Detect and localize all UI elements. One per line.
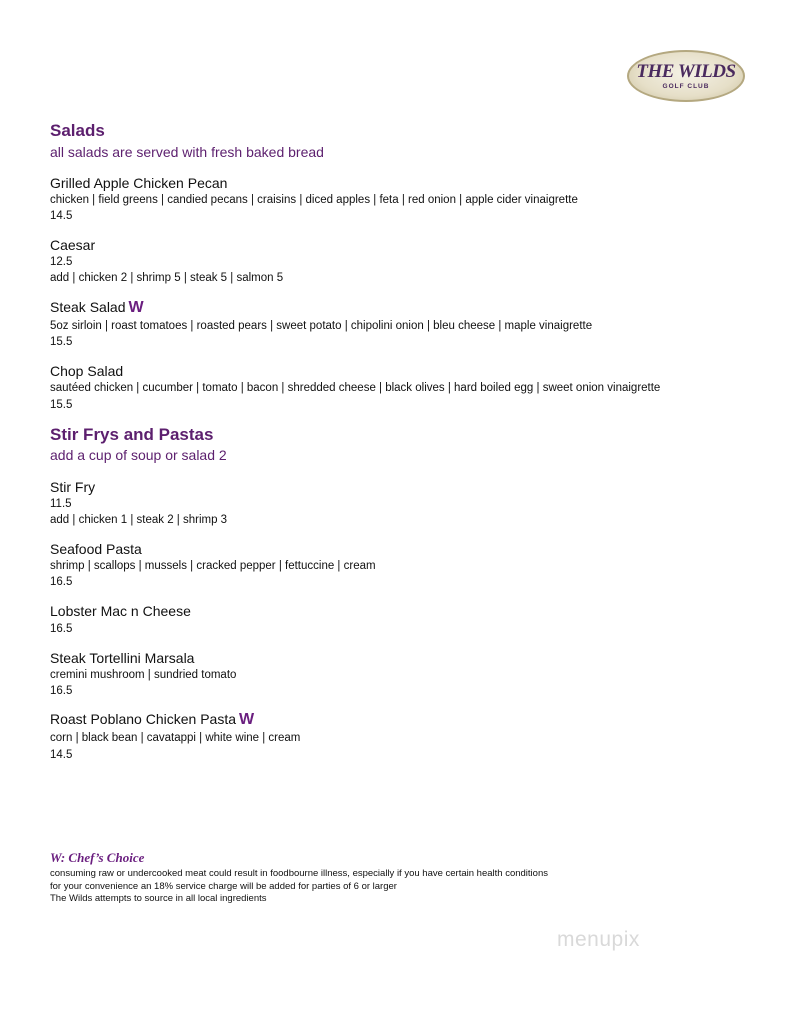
menu-item-price: 16.5 xyxy=(50,685,73,697)
menu-item-name: Steak Tortellini Marsala xyxy=(50,650,195,666)
menu-item-description: shrimp | scallops | mussels | cracked pepper | fettuccine | cream xyxy=(50,560,376,572)
menu-item-name: Chop Salad xyxy=(50,363,124,379)
menu-item-name: Stir Fry xyxy=(50,479,96,495)
chef-choice-mark: W xyxy=(239,711,255,728)
footnote-service-charge: for your convenience an 18% service charge will be added for parties of 6 or larger xyxy=(50,881,397,892)
section-title-pastas: Stir Frys and Pastas xyxy=(50,425,214,444)
menu-item-name: Caesar xyxy=(50,237,96,253)
menu-item-description: 5oz sirloin | roast tomatoes | roasted pears | sweet potato | chipolini onion | bleu cheese | maple vinaigrette xyxy=(50,320,593,332)
menu-item-name: Lobster Mac n Cheese xyxy=(50,603,191,619)
menu-item-description: sautéed chicken | cucumber | tomato | bacon | shredded cheese | black olives | hard boiled egg | sweet onion vinaigrette xyxy=(50,382,661,394)
footnote-health-warning: consuming raw or undercooked meat could result in foodbourne illness, especially if you have certain health conditions xyxy=(50,868,548,879)
menu-item-price: 14.5 xyxy=(50,749,73,761)
menu-item-price: 11.5 xyxy=(50,498,72,510)
menu-item-name: Roast Poblano Chicken Pasta xyxy=(50,711,236,727)
menupix-watermark: menupix xyxy=(557,928,640,951)
menu-item-name: Steak Salad xyxy=(50,299,126,315)
menu-item-steak-salad xyxy=(50,299,144,317)
section-subtitle-salads: all salads are served with fresh baked bread xyxy=(50,144,324,160)
menu-item-description: cremini mushroom | sundried tomato xyxy=(50,669,237,681)
section-subtitle-pastas: add a cup of soup or salad 2 xyxy=(50,447,227,463)
footnote-local-ingredients: The Wilds attempts to source in all local ingredients xyxy=(50,893,267,904)
menu-item-description: add | chicken 1 | steak 2 | shrimp 3 xyxy=(50,514,228,526)
the-wilds-logo xyxy=(627,50,745,102)
menu-item-price: 15.5 xyxy=(50,336,73,348)
menu-item-name: Grilled Apple Chicken Pecan xyxy=(50,175,228,191)
logo-sub-text: GOLF CLUB xyxy=(662,83,710,90)
menu-item-price: 16.5 xyxy=(50,576,73,588)
menu-item-description: chicken | field greens | candied pecans | craisins | diced apples | feta | red onion | apple cider vinaigrette xyxy=(50,194,578,206)
menu-item-price: 14.5 xyxy=(50,210,73,222)
menu-item-price: 12.5 xyxy=(50,256,73,268)
chef-choice-mark: W xyxy=(128,299,144,316)
logo-main-text: THE WILDS xyxy=(636,61,736,82)
menu-item-description: add | chicken 2 | shrimp 5 | steak 5 | salmon 5 xyxy=(50,272,284,284)
menu-item-name: Seafood Pasta xyxy=(50,541,142,557)
menu-item-description: corn | black bean | cavatappi | white wine | cream xyxy=(50,732,301,744)
menu-item-price: 15.5 xyxy=(50,399,73,411)
chef-choice-legend: W: Chef’s Choice xyxy=(50,850,145,865)
menu-item-price: 16.5 xyxy=(50,623,73,635)
section-title-salads: Salads xyxy=(50,121,105,140)
menu-item-roast-poblano xyxy=(50,711,254,729)
